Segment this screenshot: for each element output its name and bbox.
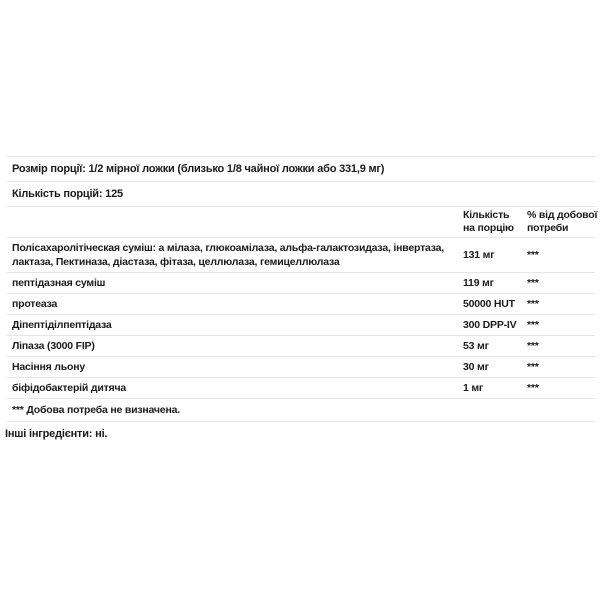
supplement-facts-table: [7, 156, 598, 422]
serving-size-row: [7, 157, 595, 182]
ingredient-name: біфідобактерій дитяча: [12, 382, 126, 394]
ingredient-amount: 53 мг: [463, 340, 489, 352]
serving-size-text: Розмір порції: 1/2 мірної ложки (близько 1/8 чайної ложки або 331,9 мг): [12, 163, 385, 175]
table-row: [7, 378, 595, 399]
ingredient-amount: 1 мг: [463, 382, 484, 394]
ingredient-daily-value: ***: [527, 340, 539, 352]
ingredient-name: пептідазная суміш: [12, 277, 106, 289]
ingredient-daily-value: ***: [527, 361, 539, 373]
ingredient-daily-value: ***: [527, 298, 539, 310]
ingredient-daily-value: ***: [527, 382, 539, 394]
header-amount-per-serving: [463, 207, 527, 237]
table-row: [7, 315, 595, 336]
ingredient-name: Полісахаролітіческая суміш: а мілаза, глюкоамілаза, альфа-галактозидаза, інвертаза, лактаза, Пектиназа, діастаза, фітаза, целлюлаза, гемицеллюлаза: [12, 242, 445, 268]
ingredient-amount: 30 мг: [463, 361, 489, 373]
header-amount-line2: на порцію: [463, 222, 514, 234]
ingredient-daily-value: ***: [527, 277, 539, 289]
ingredient-amount: 131 мг: [463, 249, 495, 261]
ingredient-amount: 300 DPP-IV: [463, 319, 517, 331]
ingredient-amount: 119 мг: [463, 277, 494, 289]
header-ingredient-spacer: [7, 220, 463, 224]
ingredient-amount: 50000 HUT: [463, 298, 515, 310]
ingredient-daily-value: ***: [527, 249, 539, 261]
other-ingredients-note: Інші інгредієнти: ні.: [5, 428, 108, 440]
header-amount-line1: Кількість: [463, 209, 510, 221]
table-row: [7, 336, 595, 357]
table-header-row: [7, 207, 598, 238]
table-row: [7, 238, 595, 273]
table-row: [7, 357, 595, 378]
daily-value-footnote-text: *** Добова потреба не визначена.: [12, 404, 180, 416]
servings-count-row: [7, 182, 595, 207]
ingredient-name: Насіння льону: [12, 361, 86, 373]
ingredient-daily-value: ***: [527, 319, 539, 331]
ingredient-name: Ліпаза (3000 FIP): [12, 340, 95, 352]
ingredient-name: Діпептіділпептідаза: [12, 319, 112, 331]
header-dv-line1: % від добової: [527, 209, 598, 221]
table-row: [7, 273, 595, 294]
header-dv-line2: потреби: [527, 222, 569, 234]
servings-count-text: Кількість порцій: 125: [12, 188, 123, 200]
daily-value-footnote-row: [7, 399, 595, 422]
header-daily-value: [527, 207, 598, 237]
table-row: [7, 294, 595, 315]
ingredient-name: протеаза: [12, 298, 58, 310]
